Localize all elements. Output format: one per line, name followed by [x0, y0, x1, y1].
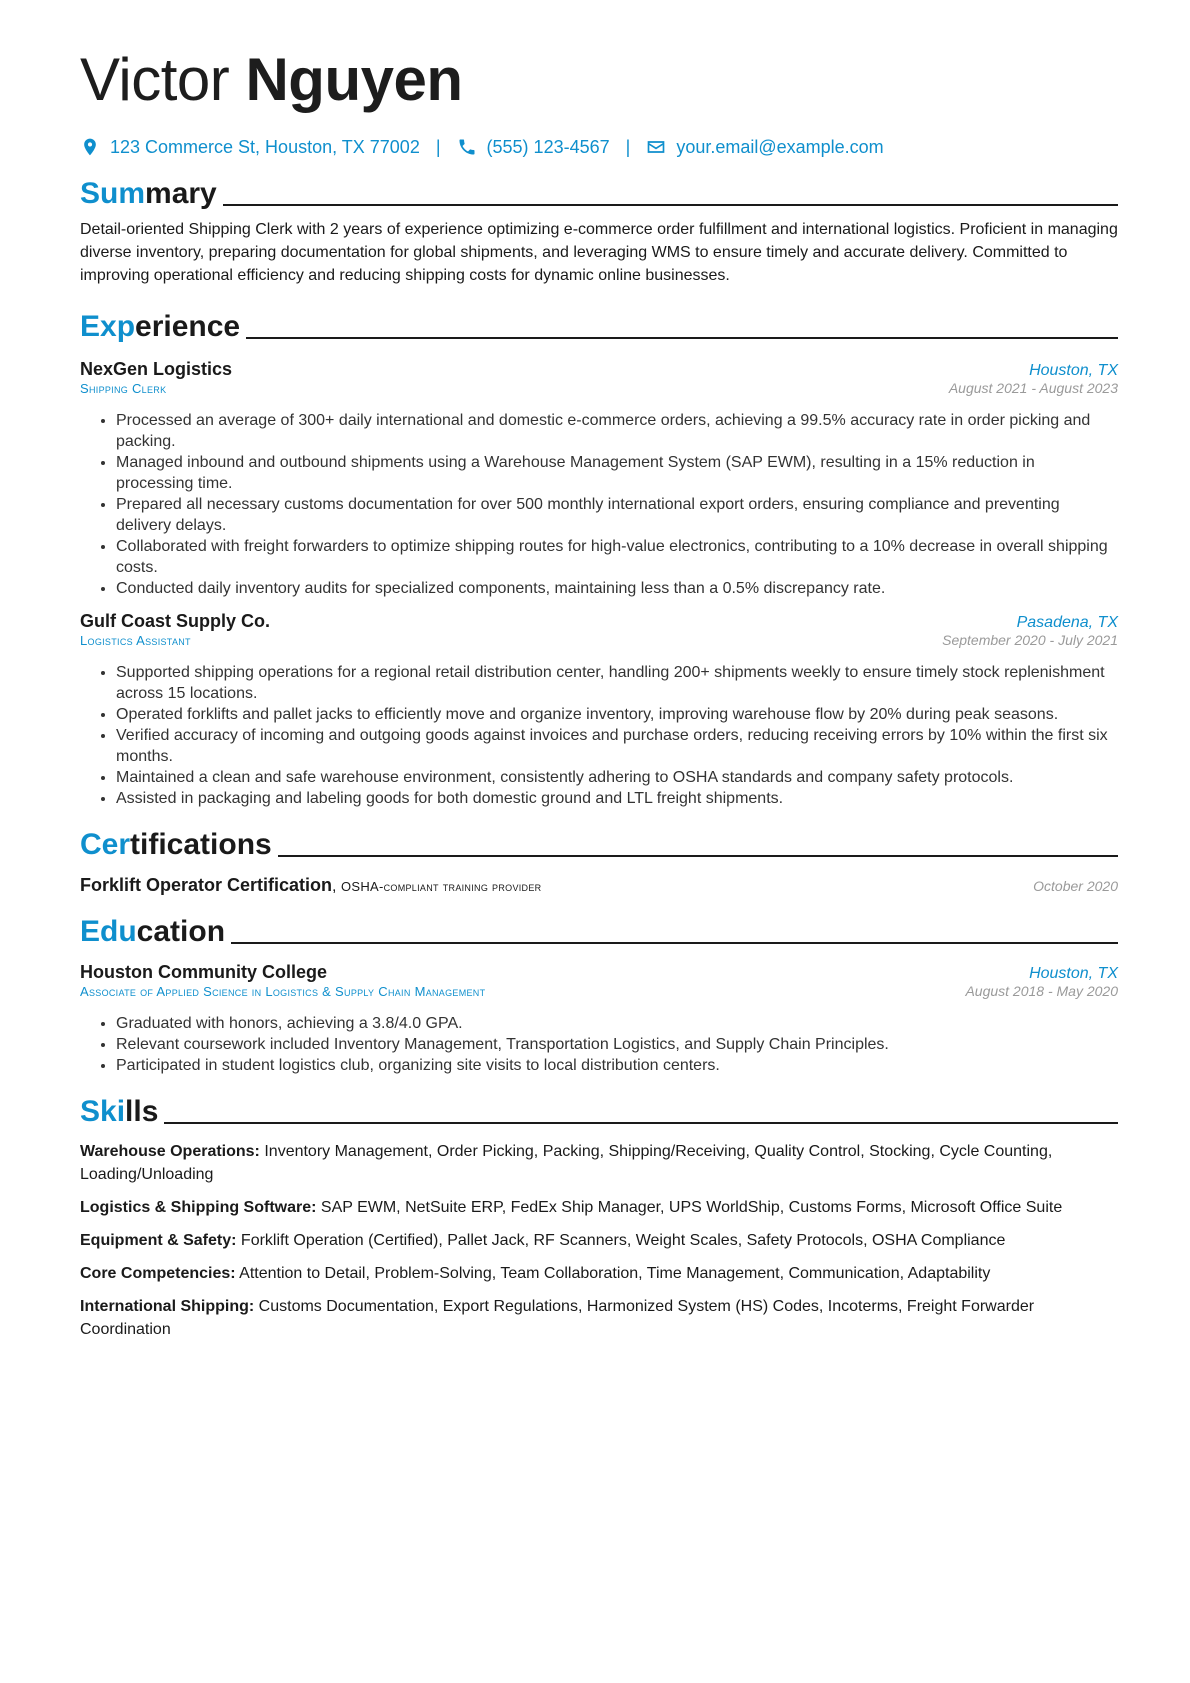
skill-label: International Shipping: [80, 1298, 255, 1315]
skills-list [80, 1140, 1118, 1341]
experience-heading [80, 305, 1118, 345]
certification-name: Forklift Operator Certification [80, 875, 333, 895]
list-item: • Maintained a clean and safe warehouse environment, consistently adhering to OSHA standards and company safety protocols. [116, 767, 1118, 788]
job-dates: August 2021 - August 2023 [948, 380, 1118, 396]
phone-icon [457, 137, 477, 157]
skill-label: Equipment & Safety: [80, 1232, 237, 1249]
summary-heading-rest: mary [145, 177, 217, 210]
list-item: • Collaborated with freight forwarders to optimize shipping routes for high-value electronics, contributing to a 10% decrease in overall shipping costs. [116, 536, 1118, 578]
school-name: Houston Community College [80, 962, 327, 982]
section-rule [246, 337, 1118, 339]
certifications-heading-accent: Cer [80, 828, 131, 861]
education-bullets [80, 1013, 1118, 1076]
certification-date: October 2020 [1033, 878, 1118, 894]
education-heading [80, 910, 1118, 950]
experience-heading-accent: Exp [80, 310, 136, 343]
school-location: Houston, TX [1029, 965, 1118, 982]
contact-separator: | [435, 136, 441, 157]
education-heading-rest: cation [136, 915, 226, 948]
skill-label: Core Competencies: [80, 1265, 236, 1282]
skills-heading [80, 1090, 1118, 1130]
degree-title: Associate of Applied Science in Logistics & Supply Chain Management [80, 984, 486, 999]
certification-entry [80, 875, 1118, 896]
job-location: Pasadena, TX [1016, 614, 1118, 631]
contact-email[interactable] [646, 137, 883, 158]
summary-heading [80, 172, 1118, 212]
skill-value: SAP EWM, NetSuite ERP, FedEx Ship Manager, UPS WorldShip, Customs Forms, Microsoft Office Suite [320, 1199, 1063, 1216]
email-text: your.email@example.com [676, 136, 884, 157]
job-title: Shipping Clerk [80, 381, 167, 396]
contact-separator: | [625, 136, 631, 157]
skill-row [80, 1229, 1118, 1252]
list-item: • Managed inbound and outbound shipments using a Warehouse Management System (SAP EWM), resulting in a 15% reduction in processing time. [116, 452, 1118, 494]
skills-heading-accent: Ski [80, 1095, 126, 1128]
last-name: Nguyen [245, 46, 463, 113]
resume-page [80, 40, 1118, 1351]
experience-heading-rest: erience [135, 310, 241, 343]
list-item: • Prepared all necessary customs documentation for over 500 monthly international export orders, ensuring compliance and preventing delivery delays. [116, 494, 1118, 536]
list-item: • Supported shipping operations for a regional retail distribution center, handling 200+ shipments weekly to ensure timely stock replenishment across 15 locations. [116, 662, 1118, 704]
certification-comma: , [332, 878, 337, 895]
candidate-name [80, 40, 1118, 120]
skill-row [80, 1140, 1118, 1186]
skill-label: Logistics & Shipping Software: [80, 1199, 317, 1216]
first-name: Victor [80, 46, 230, 113]
skill-label: Warehouse Operations: [80, 1143, 260, 1160]
skill-value: Forklift Operation (Certified), Pallet Jack, RF Scanners, Weight Scales, Safety Protocols, OSHA Compliance [240, 1232, 1006, 1249]
list-item: • Relevant coursework included Inventory Management, Transportation Logistics, and Supply Chain Principles. [116, 1034, 1118, 1055]
education-dates: August 2018 - May 2020 [965, 983, 1118, 999]
contact-bar [80, 132, 1118, 162]
summary-text: Detail-oriented Shipping Clerk with 2 years of experience optimizing e-commerce order fulfillment and international logistics. Proficient in managing diverse inventory, preparing documentation for global shipments, and leveraging WMS to ensure timely and accurate delivery. Committed to improving operational efficiency and reducing shipping costs for dynamic online businesses. [80, 221, 1118, 284]
list-item: • Verified accuracy of incoming and outgoing goods against invoices and purchase orders, reducing receiving errors by 10% within the first six months. [116, 725, 1118, 767]
certifications-heading [80, 823, 1118, 863]
list-item: • Participated in student logistics club, organizing site visits to local distribution centers. [116, 1055, 1118, 1076]
list-item: • Graduated with honors, achieving a 3.8/4.0 GPA. [116, 1013, 1118, 1034]
skill-row [80, 1295, 1118, 1341]
section-rule [231, 942, 1118, 944]
section-rule [223, 204, 1118, 206]
job-bullets [80, 662, 1118, 809]
skills-heading-rest: lls [125, 1095, 159, 1128]
job-location: Houston, TX [1029, 362, 1118, 379]
skill-value: Attention to Detail, Problem-Solving, Team Collaboration, Time Management, Communication, Adaptability [239, 1265, 991, 1282]
envelope-icon [646, 137, 666, 157]
list-item: • Conducted daily inventory audits for specialized components, maintaining less than a 0.5% discrepancy rate. [116, 578, 1118, 599]
certifications-heading-rest: tifications [130, 828, 272, 861]
contact-phone[interactable] [457, 137, 610, 158]
contact-address [80, 137, 420, 158]
address-text: 123 Commerce St, Houston, TX 77002 [110, 136, 420, 157]
job-bullets [80, 410, 1118, 599]
list-item: • Processed an average of 300+ daily international and domestic e-commerce orders, achieving a 99.5% accuracy rate in order picking and packing. [116, 410, 1118, 452]
section-rule [278, 855, 1118, 857]
skill-row [80, 1196, 1118, 1219]
education-entry [80, 962, 1118, 1076]
skill-value: Customs Documentation, Export Regulations, Harmonized System (HS) Codes, Incoterms, Freight Forwarder Coordination [80, 1298, 1035, 1338]
experience-entry-nexgen [80, 359, 1118, 599]
experience-entry-gulf-coast [80, 611, 1118, 809]
employer-name: NexGen Logistics [80, 359, 233, 379]
list-item: • Operated forklifts and pallet jacks to efficiently move and organize inventory, improving warehouse flow by 20% during peak seasons. [116, 704, 1118, 725]
job-title: Logistics Assistant [80, 633, 191, 648]
education-heading-accent: Edu [80, 915, 137, 948]
skill-row [80, 1262, 1118, 1285]
list-item: • Assisted in packaging and labeling goods for both domestic ground and LTL freight shipments. [116, 788, 1118, 809]
phone-text: (555) 123-4567 [486, 136, 610, 157]
certification-provider: OSHA-compliant training provider [340, 879, 542, 894]
map-pin-icon [80, 137, 100, 157]
summary-heading-accent: Sum [80, 177, 146, 210]
section-rule [164, 1122, 1118, 1124]
job-dates: September 2020 - July 2021 [942, 632, 1118, 648]
employer-name: Gulf Coast Supply Co. [80, 611, 271, 631]
skill-value: Inventory Management, Order Picking, Packing, Shipping/Receiving, Quality Control, Stocking, Cycle Counting, Loading/Unloading [80, 1143, 1053, 1183]
